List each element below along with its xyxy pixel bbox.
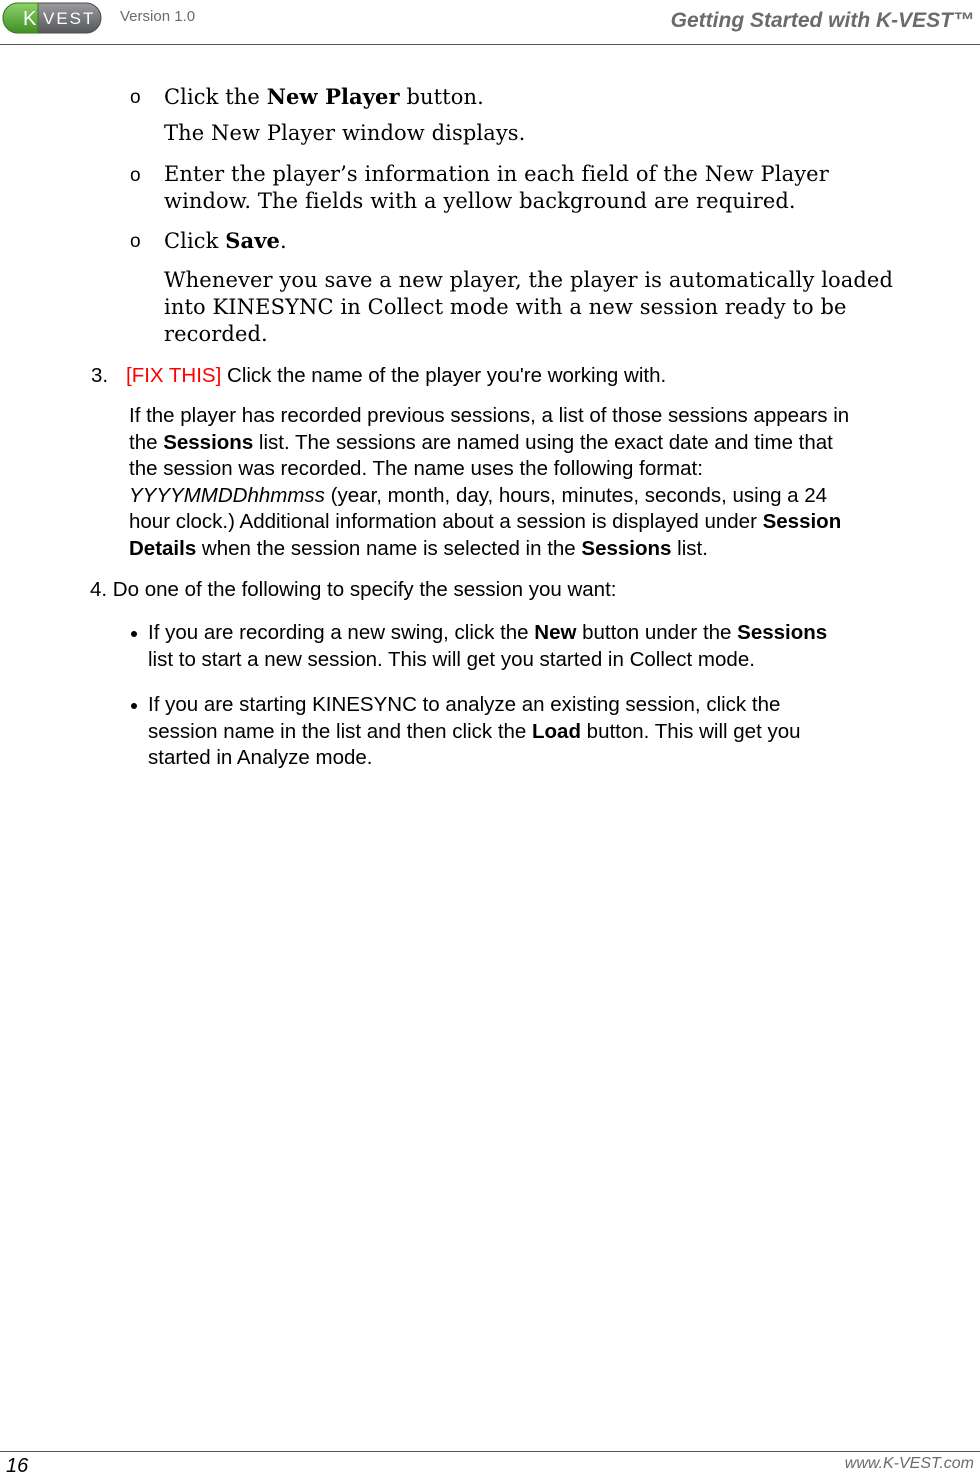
logo-letters-vest: VEST (43, 9, 96, 28)
substep-note: The New Player window displays. (164, 121, 526, 145)
text-run: If you are recording a new swing, click the (148, 621, 535, 644)
substep-text: . (280, 229, 287, 253)
text-run: button under the (576, 621, 738, 644)
text-run: list. The sessions are named using the exact date and time that (253, 430, 833, 454)
substep-marker: o (130, 87, 141, 108)
bullet-line: list to start a new session. This will get you started in Collect mode. (148, 647, 755, 671)
ui-term-details: Details (129, 536, 197, 560)
para-line (129, 430, 849, 457)
substep-click-new-player (164, 83, 484, 111)
substep-text: button. (399, 85, 484, 109)
para-line (129, 536, 849, 563)
text-run: list. (671, 536, 708, 560)
page-header (0, 0, 980, 46)
bullet-line: started in Analyze mode. (148, 746, 373, 769)
bullet-item-analyze (148, 692, 801, 772)
para-line (129, 509, 849, 536)
format-string: YYYYMMDDhhmmss (129, 483, 325, 507)
ui-term-new: New (534, 621, 577, 644)
header-divider (0, 44, 980, 45)
step-3-paragraph (129, 403, 849, 562)
ui-term-save: Save (225, 228, 281, 253)
ui-term-sessions: Sessions (163, 430, 254, 454)
step-4-text: 4. Do one of the following to specify the session you want: (90, 578, 617, 601)
para-line: the session was recorded. The name uses the following format: (129, 457, 703, 480)
text-run: the (129, 430, 164, 454)
bullet-icon (131, 703, 137, 709)
step-text: Click the name of the player you're working with. (221, 364, 667, 387)
note-line: recorded. (164, 322, 268, 346)
substep-enter-info (164, 161, 829, 215)
text-run: when the session name is selected in the (196, 536, 582, 560)
document-title: Getting Started with K-VEST™ (670, 9, 974, 32)
step-3-text (126, 363, 666, 390)
substep-marker: o (130, 231, 141, 252)
text-run: button. This will get you (580, 719, 801, 743)
logo-letter-k: K (23, 8, 37, 30)
bullet-item-new-swing (148, 620, 827, 673)
substep-marker: o (130, 165, 141, 186)
footer-divider (0, 1451, 980, 1452)
ui-term-load: Load (532, 719, 581, 743)
fix-this-tag: [FIX THIS] (126, 364, 222, 387)
k-vest-logo (2, 2, 102, 34)
para-line (129, 483, 849, 510)
substep-line: window. The fields with a yellow background are required. (164, 189, 796, 213)
text-run: session name in the list and then click the (148, 719, 533, 743)
bullet-line (148, 719, 801, 746)
bullet-icon (131, 631, 137, 637)
website-link[interactable]: www.K-VEST.com (844, 1455, 974, 1472)
ui-term-session: Session (762, 510, 842, 533)
note-line: Whenever you save a new player, the player is automatically loaded (164, 268, 893, 292)
ui-term-sessions: Sessions (581, 536, 672, 560)
substep-text: Click (164, 229, 226, 253)
ui-term-new-player: New Player (266, 84, 400, 109)
substep-line: Enter the player’s information in each field of the New Player (164, 162, 829, 186)
para-line: If the player has recorded previous sessions, a list of those sessions appears in (129, 404, 850, 427)
version-label: Version 1.0 (120, 8, 196, 25)
substep-note (164, 267, 893, 348)
text-run: hour clock.) Additional information about a session is displayed under (129, 510, 763, 533)
substep-text: Click the (164, 85, 267, 109)
ui-term-sessions: Sessions (737, 621, 828, 644)
text-run: (year, month, day, hours, minutes, seconds, using a 24 (324, 483, 828, 507)
substep-click-save (164, 227, 287, 255)
bullet-line: If you are starting KINESYNC to analyze an existing session, click the (148, 693, 781, 716)
bullet-line (148, 620, 827, 647)
note-line: into KINESYNC in Collect mode with a new session ready to be (164, 295, 847, 319)
page-number: 16 (6, 1455, 29, 1477)
step-number: 3. (91, 364, 109, 387)
